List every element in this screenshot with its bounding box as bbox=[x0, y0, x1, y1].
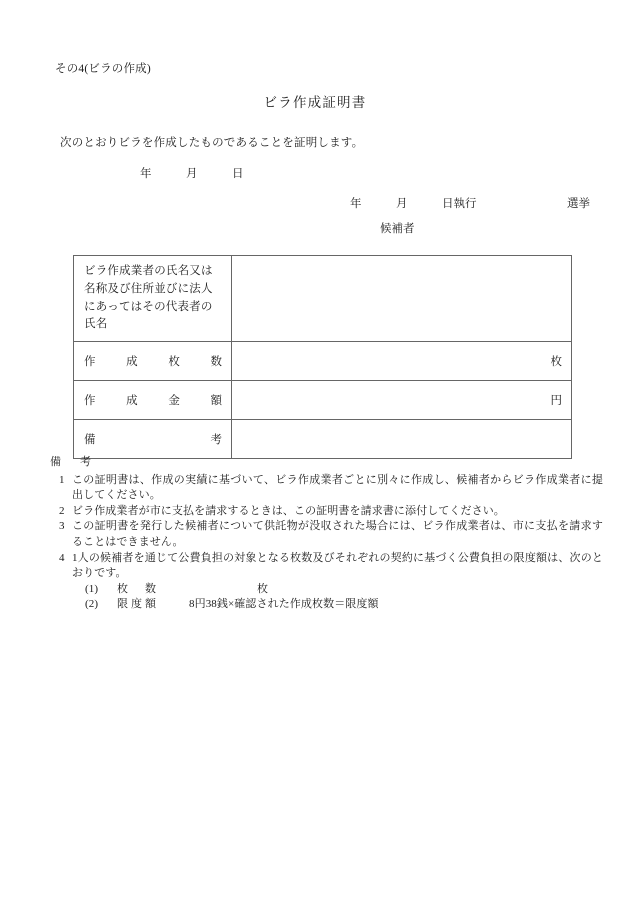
label-char-1: 作 bbox=[84, 356, 96, 369]
note-number: 4 bbox=[59, 551, 65, 564]
label-char-4: 額 bbox=[210, 395, 222, 408]
sub-item-number: (1) bbox=[85, 582, 99, 595]
row-value-sheet-count[interactable] bbox=[232, 342, 572, 381]
label-char-2: 成 bbox=[126, 395, 138, 408]
row-label-text bbox=[74, 392, 231, 408]
note-sub-item bbox=[45, 582, 605, 598]
note-text: ビラ作成業者が市に支払を請求するときは、この証明書を請求書に添付してください。 bbox=[72, 504, 505, 517]
note-number: 2 bbox=[59, 504, 65, 517]
label-char-1: 作 bbox=[84, 395, 96, 408]
label-char-1: 備 bbox=[84, 434, 96, 447]
sub-item-value: 枚 bbox=[257, 582, 269, 595]
note-number: 1 bbox=[59, 473, 65, 486]
note-number: 3 bbox=[59, 520, 65, 533]
label-char-3: 金 bbox=[168, 395, 180, 408]
row-label-producer-name bbox=[74, 256, 232, 342]
notes-section bbox=[45, 455, 605, 613]
row-label-sheet-count bbox=[74, 342, 232, 381]
sub-item-label: 枚 数 bbox=[117, 582, 159, 595]
note-text: この証明書を発行した候補者について供託物が没収された場合には、ビラ作成業者は、市に支払を請求することはできません。 bbox=[72, 520, 603, 549]
election-line bbox=[350, 195, 590, 211]
note-text: 1人の候補者を通じて公費負担の対象となる枚数及びそれぞれの契約に基づく公費負担の限度額は、次のとおりです。 bbox=[72, 551, 603, 580]
table-row bbox=[74, 420, 572, 459]
label-char-4: 数 bbox=[210, 356, 222, 369]
label-char-2: 考 bbox=[210, 434, 222, 447]
sub-item-number: (2) bbox=[85, 598, 99, 611]
row-label-text bbox=[74, 431, 231, 447]
page-title: ビラ作成証明書 bbox=[263, 95, 367, 110]
table-row bbox=[74, 342, 572, 381]
candidate-label: 候補者 bbox=[380, 223, 415, 235]
sub-item-label: 限度額 bbox=[117, 598, 159, 611]
table-row bbox=[74, 381, 572, 420]
issue-date-line: 年 月 日 bbox=[140, 168, 244, 180]
notes-heading: 備 考 bbox=[50, 456, 95, 468]
note-text: この証明書は、作成の実績に基づいて、ビラ作成業者ごとに別々に作成し、候補者からビラ作成業者に提出してください。 bbox=[72, 473, 603, 502]
form-number: その4(ビラの作成) bbox=[55, 63, 151, 75]
note-item bbox=[45, 504, 605, 520]
row-value-producer-name[interactable] bbox=[232, 256, 572, 342]
row-label-text bbox=[74, 353, 231, 369]
unit-sheets: 枚 bbox=[550, 356, 562, 369]
unit-yen: 円 bbox=[550, 395, 562, 408]
table-row bbox=[74, 256, 572, 342]
note-sub-item bbox=[45, 597, 605, 613]
row-label-remarks bbox=[74, 420, 232, 459]
election-label: 選挙 bbox=[567, 198, 590, 210]
note-item bbox=[45, 519, 605, 550]
label-char-3: 枚 bbox=[168, 356, 180, 369]
row-value-amount[interactable] bbox=[232, 381, 572, 420]
lead-statement: 次のとおりビラを作成したものであることを証明します。 bbox=[60, 137, 364, 149]
election-date-blank: 年 月 日執行 bbox=[350, 198, 477, 210]
note-item bbox=[45, 551, 605, 582]
note-item bbox=[45, 473, 605, 504]
label-char-2: 成 bbox=[126, 356, 138, 369]
row-value-remarks[interactable] bbox=[232, 420, 572, 459]
row-label-amount bbox=[74, 381, 232, 420]
sub-item-value: 8円38銭×確認された作成枚数＝限度額 bbox=[189, 598, 379, 611]
certificate-table bbox=[73, 255, 572, 459]
row-label-text: ビラ作成業者の氏名又は名称及び住所並びに法人にあってはその代表者の氏名 bbox=[84, 265, 213, 331]
